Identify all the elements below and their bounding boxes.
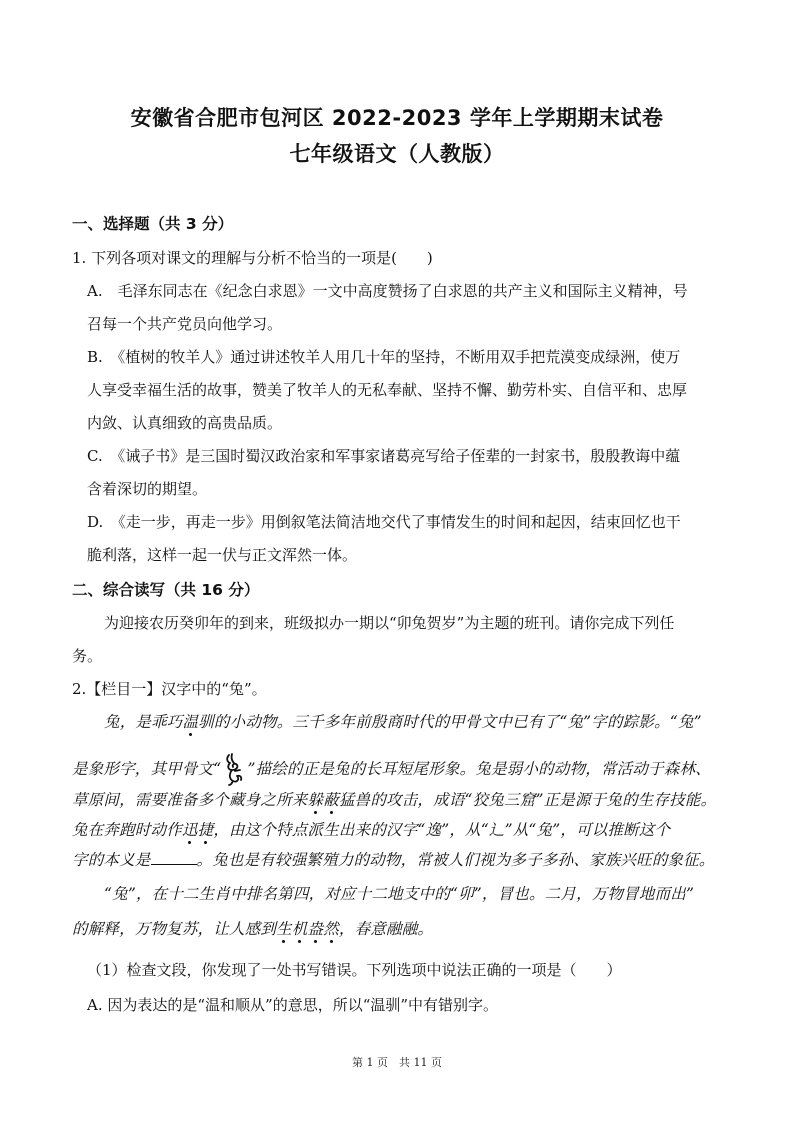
emphasis-char: 躲 [307, 791, 324, 809]
section-heading-reading-writing: 二、综合读写（共 16 分） [72, 581, 260, 599]
passage-text: ，春意融融。 [338, 920, 434, 938]
option-c-line2: 含着深切的期望。 [87, 480, 208, 498]
passage-text: 驯的小动物。三千多年前殷商时代的甲骨文中已有了“兔”字的踪影。“兔” [198, 713, 702, 731]
question-1-stem: 1. 下列各项对课文的理解与分析不恰当的一项是( ) [72, 249, 433, 267]
emphasis-char: 温 [182, 713, 199, 731]
sub-question-1: （1）检查文段，你发现了一处书写错误。下列选项中说法正确的一项是（ ） [87, 961, 622, 979]
emphasis-char: 然 [323, 920, 339, 938]
emphasis-char: 盎 [307, 920, 324, 938]
passage-text: ，由这个特点派生出来的汉字“逸”，从“辶”从“兔”，可以推断这个 [213, 821, 671, 839]
option-b-line2: 人享受幸福生活的故事，赞美了牧羊人的无私奉献、坚持不懈、勤劳朴实、自信平和、忠厚 [87, 381, 688, 399]
passage-text: 。兔也是有较强繁殖力的动物，常被人们视为多子多孙、家族兴旺的象征。 [196, 851, 715, 869]
option-a-line1: A. 毛泽东同志在《纪念白求恩》一文中高度赞扬了白求恩的共产主义和国际主义精神，号 [87, 282, 688, 300]
passage-line6: “兔”，在十二生肖中排名第四，对应十二地支中的“卯”，冒也。二月，万物冒地而出” [104, 885, 695, 903]
passage-line3 [72, 788, 722, 810]
oracle-bone-rabbit-glyph [223, 752, 245, 786]
option-a-line2: 召每一个共产党员向他学习。 [87, 315, 283, 333]
emphasis-char: 机 [291, 920, 308, 938]
sub-question-1-option-a: A. 因为表达的是“温和顺从”的意思，所以“温驯”中有错别字。 [87, 996, 499, 1014]
emphasis-char: 蔽 [323, 791, 339, 809]
passage-text: 猛兽的攻击，成语“狡兔三窟”正是源于兔的生存技能。 [338, 791, 717, 809]
intro-line2: 务。 [72, 647, 103, 665]
option-b-line1: B. 《植树的牧羊人》通过讲述牧羊人用几十年的坚持，不断用双手把荒漠变成绿洲，使万 [87, 348, 681, 366]
passage-line4 [72, 818, 722, 840]
exam-subtitle: 七年级语文（人教版） [289, 142, 505, 166]
answer-blank[interactable] [151, 852, 197, 865]
emphasis-char: 捷 [197, 821, 214, 839]
intro-line1: 为迎接农历癸卯年的到来，班级拟办一期以“卯兔贺岁”为主题的班刊。请你完成下列任 [104, 614, 675, 632]
passage-line1 [104, 710, 754, 732]
emphasis-char: 迅 [181, 821, 198, 839]
passage-text: 的解释，万物复苏，让人感到 [72, 920, 277, 938]
option-c-line1: C. 《诫子书》是三国时蜀汉政治家和军事家诸葛亮写给子侄辈的一封家书，殷殷教诲中蕴 [87, 447, 681, 465]
passage-line5 [72, 848, 722, 870]
passage-line7 [72, 917, 722, 939]
passage-text: 兔，是乖巧 [104, 713, 183, 731]
emphasis-char: 生 [276, 920, 292, 938]
section-heading-choice: 一、选择题（共 3 分） [72, 215, 234, 233]
passage-text: 兔在奔跑时动作 [72, 821, 182, 839]
option-b-line3: 内敛、认真细致的高贵品质。 [87, 414, 283, 432]
passage-text: ”描绘的正是兔的长耳短尾形象。兔是弱小的动物，常活动于森林、 [247, 760, 711, 778]
page-number-footer: 第 1 页 共 11 页 [352, 1056, 442, 1069]
passage-text: 草原间，需要准备多个藏身之所来 [72, 791, 308, 809]
question-2-label: 2.【栏目一】汉字中的“兔”。 [72, 680, 267, 698]
option-d-line1: D. 《走一步，再走一步》用倒叙笔法简洁地交代了事情发生的时间和起因，结束回忆也干 [87, 513, 681, 531]
option-d-line2: 脆利落，这样一起一伏与正文浑然一体。 [87, 546, 358, 564]
exam-title: 安徽省合肥市包河区 2022-2023 学年上学期期末试卷 [130, 106, 664, 130]
passage-line2 [72, 752, 722, 786]
passage-text: 字的本义是 [72, 851, 151, 869]
passage-text: 是象形字，其甲骨文“ [72, 760, 222, 778]
